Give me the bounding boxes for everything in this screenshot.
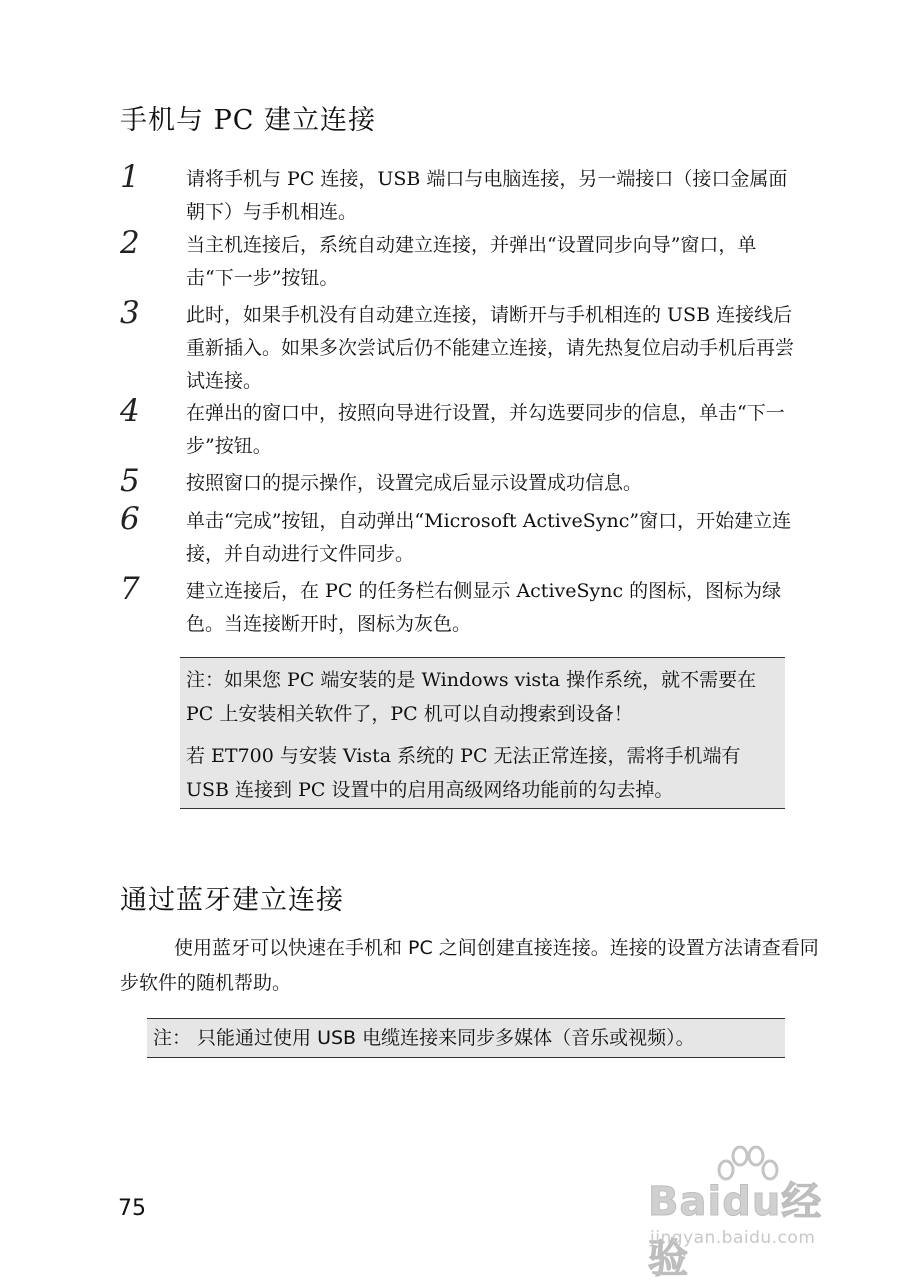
step-text: 单击“完成”按钮，自动弹出“Microsoft ActiveSync”窗口，开始建立连接，并自动进行文件同步。 (186, 510, 792, 565)
note-paragraph: 注：如果您 PC 端安装的是 Windows vista 操作系统，就不需要在 PC 上安装相关软件了，PC 机可以自动搜索到设备！ (186, 669, 757, 725)
step-text: 建立连接后，在 PC 的任务栏右侧显示 ActiveSync 的图标，图标为绿色。当连接断开时，图标为灰色。 (186, 580, 782, 635)
section-title-bluetooth: 通过蓝牙建立连接 (120, 885, 344, 916)
step-number: 7 (120, 571, 140, 607)
watermark-url: jingyan.baidu.com (650, 1228, 816, 1248)
step-number: 3 (120, 295, 140, 331)
step-text: 当主机连接后，系统自动建立连接，并弹出“设置同步向导”窗口，单击“下一步”按钮。 (186, 234, 757, 289)
step-text: 此时，如果手机没有自动建立连接，请断开与手机相连的 USB 连接线后重新插入。如果多次尝试后仍不能建立连接，请先热复位启动手机后再尝试连接。 (186, 304, 795, 392)
section-title-pc-connection: 手机与 PC 建立连接 (120, 105, 376, 136)
note-box-usb: 注： 只能通过使用 USB 电缆连接来同步多媒体（音乐或视频）。 (147, 1018, 785, 1058)
step-number: 1 (120, 159, 140, 195)
watermark-logo-text: Baidu经验 (648, 1179, 823, 1282)
page-number: 75 (118, 1196, 146, 1221)
step-number: 2 (120, 225, 140, 261)
step-number: 5 (120, 463, 140, 499)
note-paragraph: 若 ET700 与安装 Vista 系统的 PC 无法正常连接，需将手机端有 USB 连接到 PC 设置中的启用高级网络功能前的勾去掉。 (186, 745, 741, 801)
step-text: 请将手机与 PC 连接，USB 端口与电脑连接，另一端接口（接口金属面朝下）与手机相连。 (186, 168, 788, 223)
step-number: 4 (120, 393, 140, 429)
baidu-watermark (640, 1140, 860, 1282)
step-number: 6 (120, 501, 140, 537)
step-text: 按照窗口的提示操作，设置完成后显示设置成功信息。 (186, 472, 643, 494)
step-text: 在弹出的窗口中，按照向导进行设置，并勾选要同步的信息，单击“下一步”按钮。 (186, 402, 785, 457)
bluetooth-paragraph: 使用蓝牙可以快速在手机和 PC 之间创建直接连接。连接的设置方法请查看同步软件的随机帮助。 (120, 937, 819, 994)
note-box-vista (180, 657, 785, 809)
